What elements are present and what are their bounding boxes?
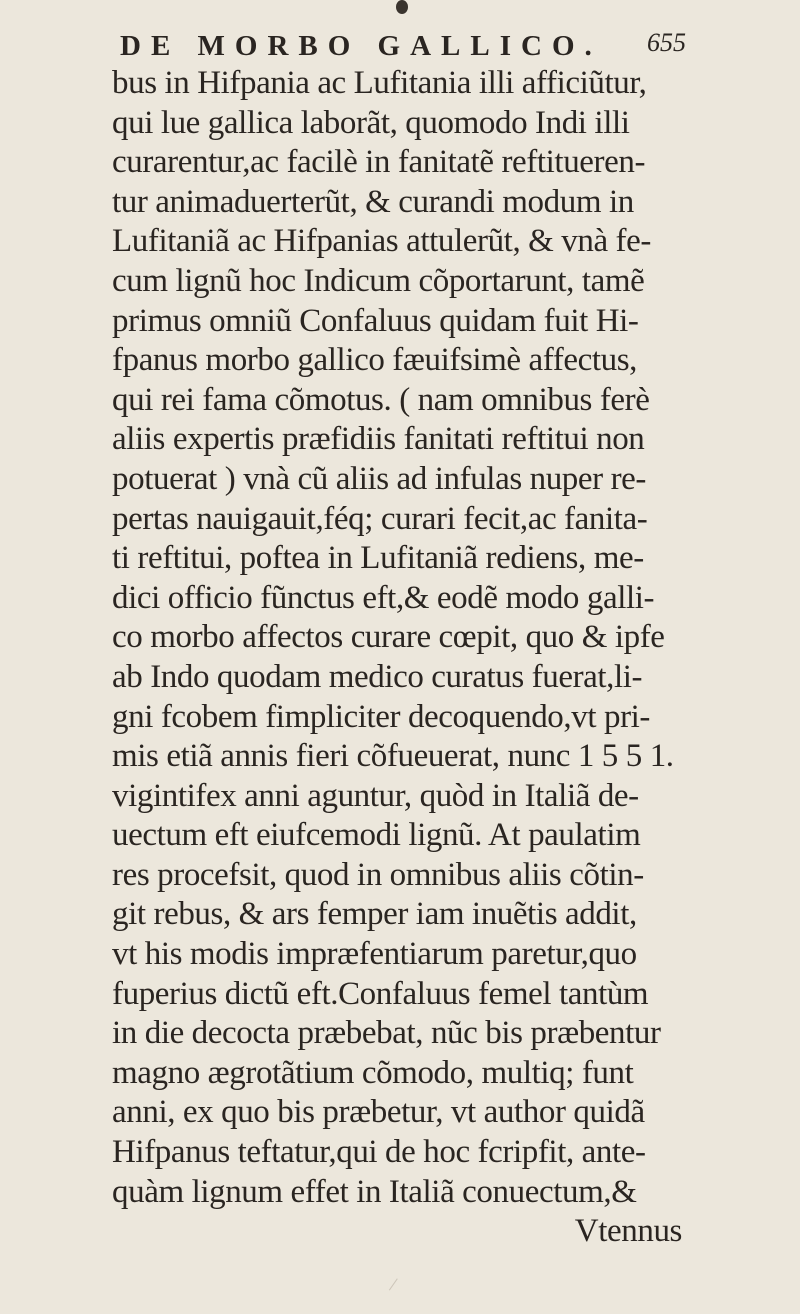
page-header (112, 26, 686, 66)
text-line: aliis expertis præfidiis fanitati reftitui non (112, 421, 645, 458)
text-line: Lufitaniã ac Hifpanias attulerũt, & vnà fe- (112, 223, 651, 260)
text-line: git rebus, & ars femper iam inuẽtis addit, (112, 896, 637, 933)
text-line: qui rei fama cõmotus. ( nam omnibus ferè (112, 381, 650, 418)
text-line: gni fcobem fimpliciter decoquendo,vt pri- (112, 698, 651, 735)
text-line: tur animaduerterũt, & curandi modum in (112, 183, 634, 220)
text-line: ti reftitui, poftea in Lufitaniã rediens, me- (112, 540, 644, 577)
text-line: primus omniũ Confaluus quidam fuit Hi- (112, 302, 639, 339)
text-line: ab Indo quodam medico curatus fuerat,li- (112, 658, 643, 695)
page-number: 655 (647, 28, 686, 57)
text-line: vt his modis impræfentiarum paretur,quo (112, 936, 637, 973)
text-line: cum lignũ hoc Indicum cõportarunt, tamẽ (112, 262, 645, 299)
text-line: fpanus morbo gallico fæuifsimè affectus, (112, 342, 638, 379)
text-line: Hifpanus teftatur,qui de hoc fcripfit, ante- (112, 1134, 646, 1171)
body-text (112, 64, 682, 1252)
paper-mark (389, 1278, 405, 1295)
text-line: potuerat ) vnà cũ aliis ad infulas nuper re- (112, 460, 647, 497)
catchword: Vtennus (574, 1213, 682, 1250)
text-line: quàm lignum effet in Italiã conuectum,& (112, 1173, 637, 1210)
text-line: in die decocta præbebat, nũc bis præbentur (112, 1015, 661, 1052)
text-line: qui lue gallica laborãt, quomodo Indi illi (112, 104, 630, 141)
text-line: co morbo affectos curare cœpit, quo & ipfe (112, 619, 665, 656)
running-head: DE MORBO GALLICO. (120, 30, 602, 62)
text-line: mis etiã annis fieri cõfueuerat, nunc 1 5 5 1. (112, 738, 674, 775)
text-line: fuperius dictũ eft.Confaluus femel tantùm (112, 975, 649, 1012)
text-line: curarentur,ac facilè in fanitatẽ reftitueren- (112, 144, 646, 181)
ornament-mark (396, 0, 408, 14)
text-line: vigintifex anni aguntur, quòd in Italiã de- (112, 777, 639, 814)
text-line: dici officio fũnctus eft,& eodẽ modo galli- (112, 579, 655, 616)
text-line: uectum eft eiufcemodi lignũ. At paulatim (112, 817, 641, 854)
text-line: res procefsit, quod in omnibus aliis cõtin- (112, 856, 644, 893)
text-line: pertas nauigauit,féq; curari fecit,ac fanita- (112, 500, 648, 537)
text-line: bus in Hifpania ac Lufitania illi afficiũtur, (112, 65, 647, 101)
text-line: anni, ex quo bis præbetur, vt author quidã (112, 1094, 645, 1131)
text-line: magno ægrotãtium cõmodo, multiq; funt (112, 1054, 634, 1091)
